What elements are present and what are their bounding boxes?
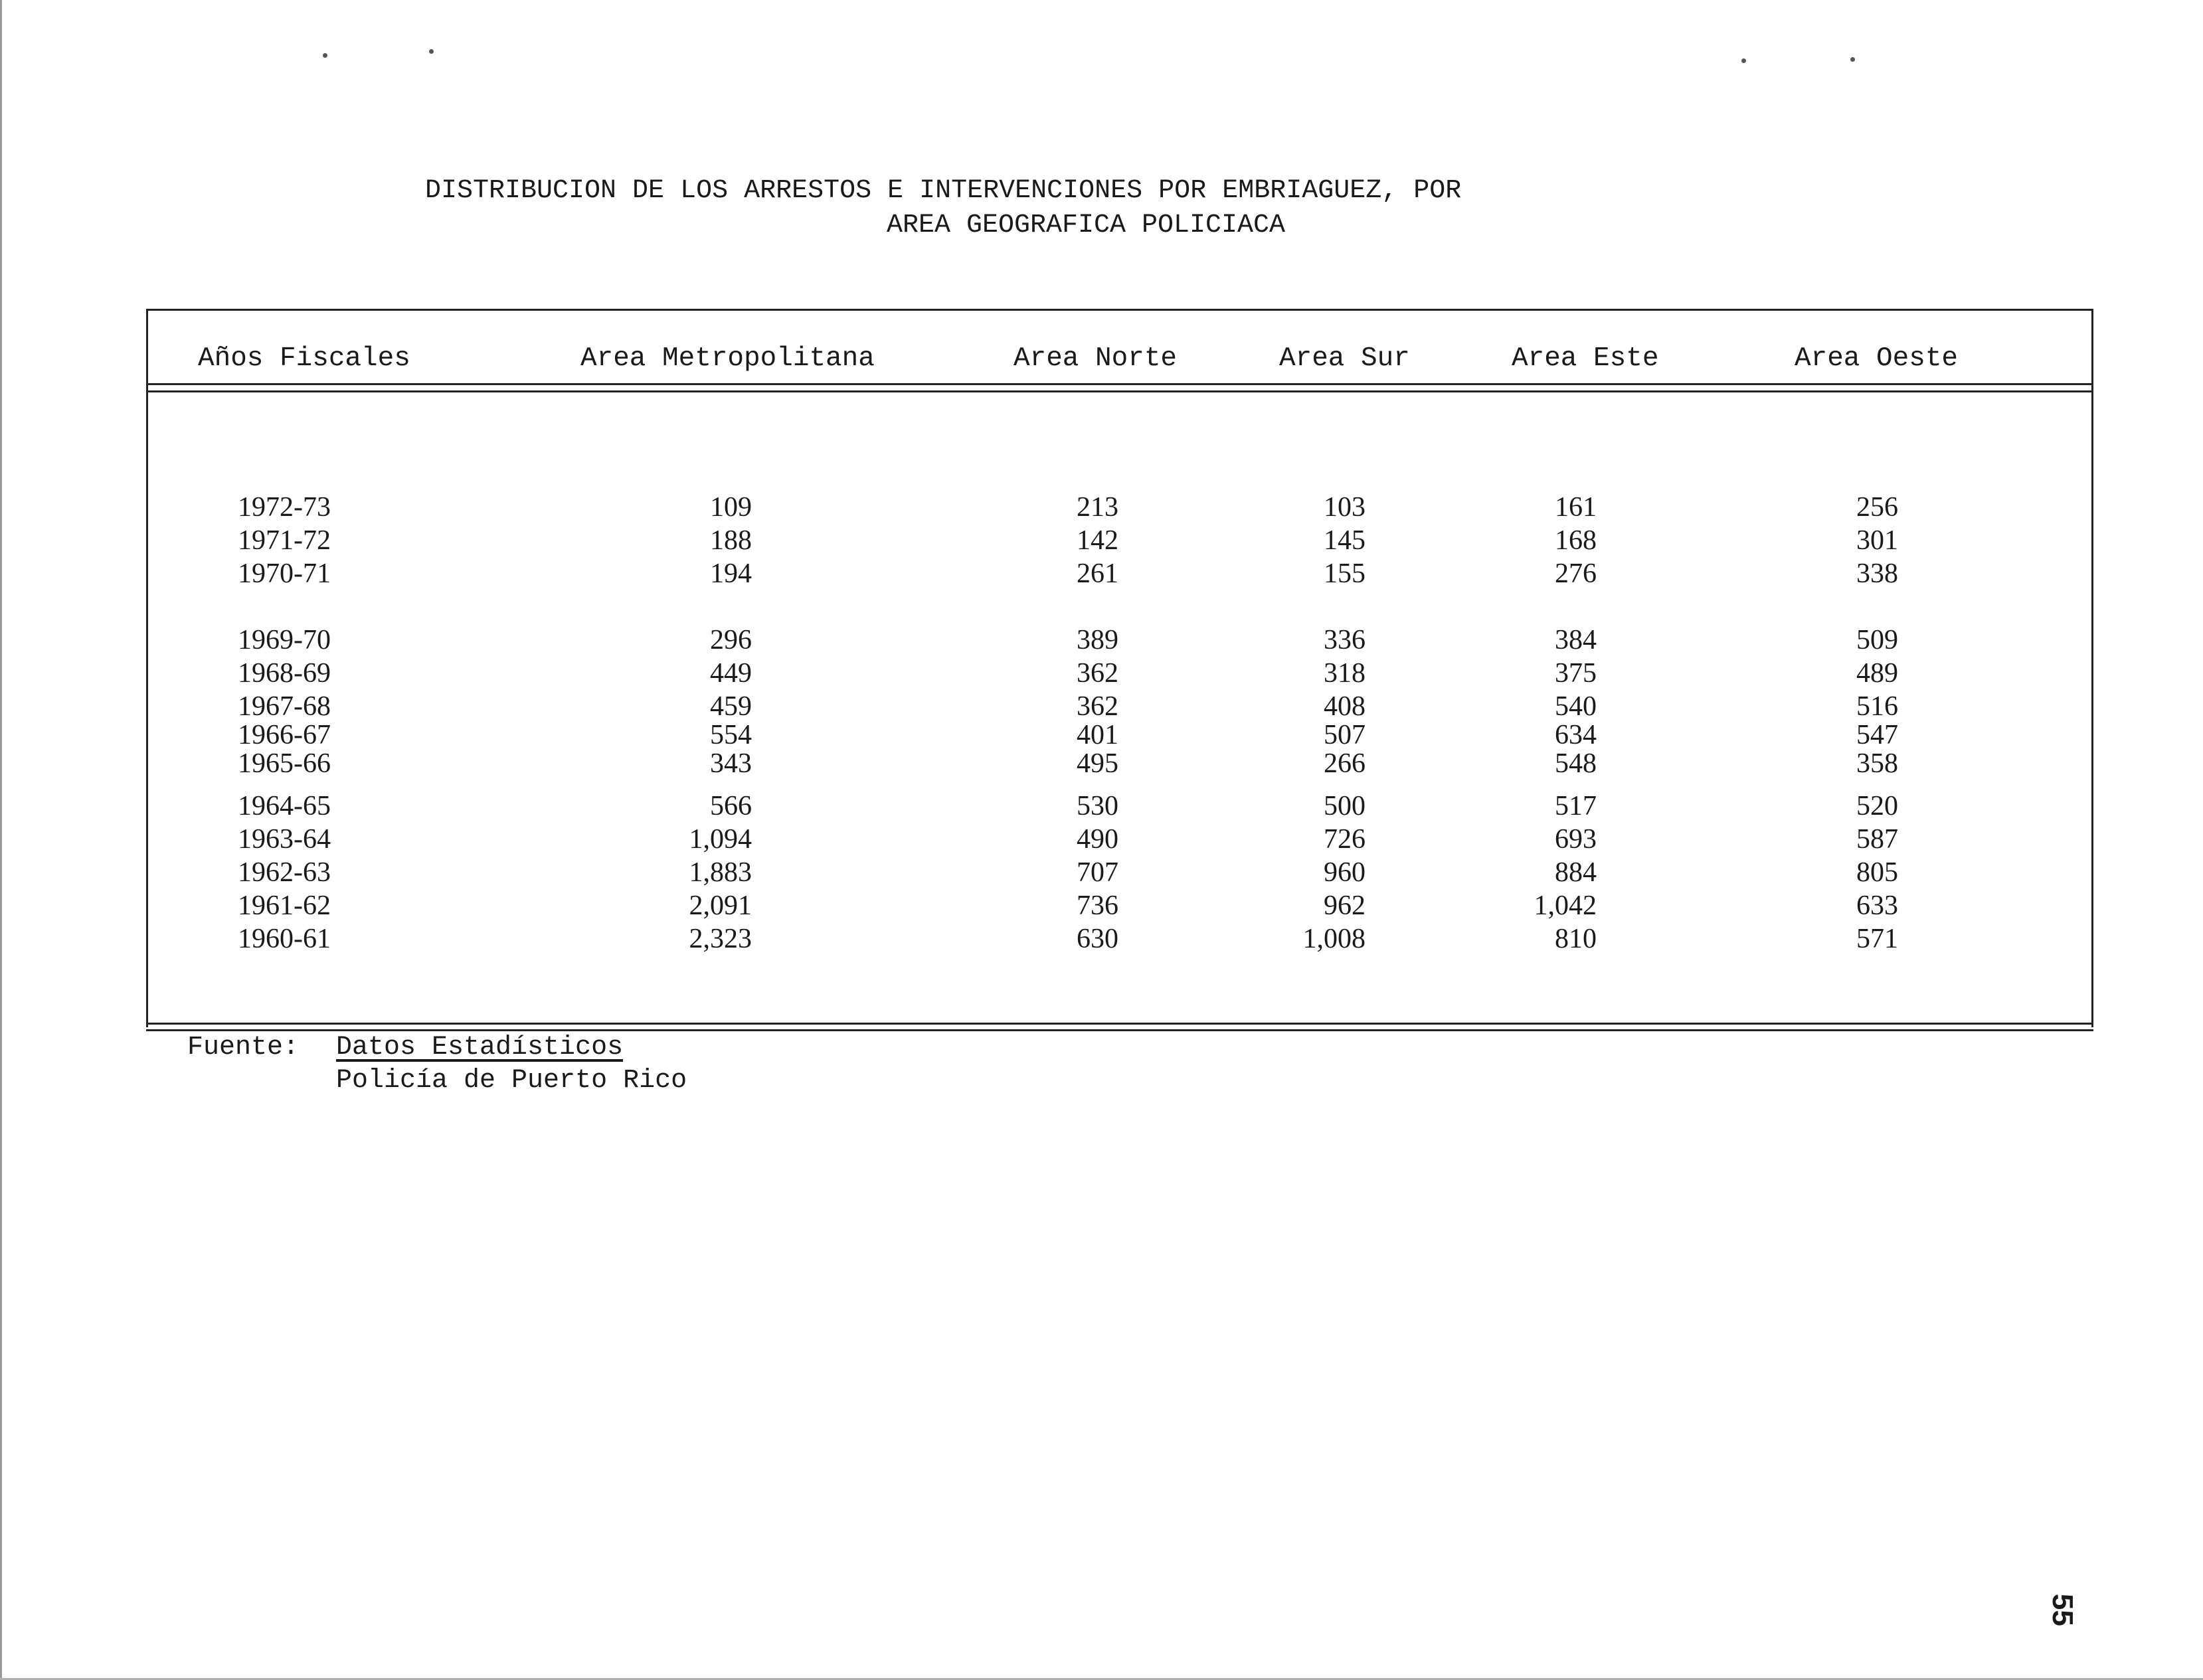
table-cell-year: 1963-64 [238, 824, 331, 855]
table-cell-metro: 1,094 [689, 824, 752, 855]
header-area-sur: Area Sur [1279, 343, 1410, 374]
table-cell-year: 1969-70 [238, 625, 331, 655]
table-cell-norte: 490 [1077, 824, 1118, 855]
table-cell-metro: 2,323 [689, 924, 752, 954]
scan-speck [429, 49, 434, 54]
scan-speck [1850, 57, 1855, 62]
table-cell-sur: 500 [1324, 791, 1366, 821]
table-cell-oeste: 301 [1856, 525, 1898, 556]
table-cell-oeste: 571 [1856, 924, 1898, 954]
table-cell-oeste: 256 [1856, 492, 1898, 523]
header-rule-upper [146, 383, 2093, 385]
table-cell-norte: 495 [1077, 748, 1118, 779]
table-cell-sur: 960 [1324, 857, 1366, 888]
table-cell-year: 1967-68 [238, 691, 331, 722]
table-cell-norte: 389 [1077, 625, 1118, 655]
table-cell-norte: 401 [1077, 720, 1118, 750]
table-cell-este: 548 [1555, 748, 1597, 779]
table-cell-sur: 336 [1324, 625, 1366, 655]
table-cell-year: 1972-73 [238, 492, 331, 523]
page-number: 55 [2046, 1594, 2079, 1626]
table-cell-este: 161 [1555, 492, 1597, 523]
scan-speck [323, 53, 327, 58]
table-cell-norte: 213 [1077, 492, 1118, 523]
source-name: Datos Estadísticos [336, 1033, 624, 1062]
table-cell-norte: 261 [1077, 558, 1118, 589]
table-cell-metro: 566 [710, 791, 752, 821]
table-cell-este: 810 [1555, 924, 1597, 954]
table-cell-norte: 142 [1077, 525, 1118, 556]
title-line-1: DISTRIBUCION DE LOS ARRESTOS E INTERVENCIONES POR EMBRIAGUEZ, POR [425, 176, 1462, 206]
table-cell-este: 540 [1555, 691, 1597, 722]
table-cell-oeste: 358 [1856, 748, 1898, 779]
bottom-rule-upper [146, 1023, 2093, 1025]
table-cell-metro: 109 [710, 492, 752, 523]
title-line-2: AREA GEOGRAFICA POLICIACA [886, 210, 1286, 240]
header-area-este: Area Este [1512, 343, 1659, 374]
table-cell-este: 693 [1555, 824, 1597, 855]
table-cell-year: 1960-61 [238, 924, 331, 954]
header-rule-lower [146, 390, 2093, 392]
table-cell-este: 884 [1555, 857, 1597, 888]
table-cell-sur: 318 [1324, 658, 1366, 689]
table-cell-year: 1966-67 [238, 720, 331, 750]
table-cell-este: 276 [1555, 558, 1597, 589]
table-cell-este: 517 [1555, 791, 1597, 821]
header-area-norte: Area Norte [1013, 343, 1178, 374]
table-cell-este: 384 [1555, 625, 1597, 655]
table-cell-metro: 194 [710, 558, 752, 589]
table-cell-oeste: 516 [1856, 691, 1898, 722]
table-cell-norte: 530 [1077, 791, 1118, 821]
table-cell-sur: 726 [1324, 824, 1366, 855]
table-cell-este: 375 [1555, 658, 1597, 689]
table-cell-sur: 1,008 [1302, 924, 1366, 954]
table-cell-sur: 408 [1324, 691, 1366, 722]
table-cell-year: 1962-63 [238, 857, 331, 888]
table-cell-norte: 630 [1077, 924, 1118, 954]
page-edge-left [0, 0, 2, 1680]
table-cell-sur: 507 [1324, 720, 1366, 750]
table-cell-sur: 103 [1324, 492, 1366, 523]
table-cell-este: 168 [1555, 525, 1597, 556]
table-cell-sur: 266 [1324, 748, 1366, 779]
table-cell-metro: 2,091 [689, 890, 752, 921]
table-cell-oeste: 633 [1856, 890, 1898, 921]
source-agency: Policía de Puerto Rico [336, 1066, 687, 1096]
table-cell-este: 634 [1555, 720, 1597, 750]
table-cell-metro: 459 [710, 691, 752, 722]
header-years: Años Fiscales [198, 343, 410, 374]
table-cell-oeste: 520 [1856, 791, 1898, 821]
table-cell-metro: 1,883 [689, 857, 752, 888]
table-cell-norte: 362 [1077, 658, 1118, 689]
table-cell-year: 1970-71 [238, 558, 331, 589]
header-area-metropolitana: Area Metropolitana [580, 343, 875, 374]
table-cell-sur: 155 [1324, 558, 1366, 589]
source-label: Fuente: [187, 1033, 300, 1062]
table-cell-norte: 736 [1077, 890, 1118, 921]
table-cell-metro: 188 [710, 525, 752, 556]
table-cell-year: 1965-66 [238, 748, 331, 779]
table-cell-oeste: 547 [1856, 720, 1898, 750]
table-cell-sur: 145 [1324, 525, 1366, 556]
page-title [0, 174, 1747, 243]
table-cell-metro: 343 [710, 748, 752, 779]
table-cell-metro: 554 [710, 720, 752, 750]
table-cell-norte: 707 [1077, 857, 1118, 888]
header-area-oeste: Area Oeste [1795, 343, 1959, 374]
table-cell-oeste: 338 [1856, 558, 1898, 589]
table-cell-year: 1964-65 [238, 791, 331, 821]
table-cell-year: 1961-62 [238, 890, 331, 921]
table-top-rule [146, 309, 2093, 311]
table-cell-oeste: 489 [1856, 658, 1898, 689]
scan-speck [1741, 58, 1746, 63]
table-cell-metro: 296 [710, 625, 752, 655]
table-cell-oeste: 805 [1856, 857, 1898, 888]
table-cell-year: 1968-69 [238, 658, 331, 689]
table-cell-norte: 362 [1077, 691, 1118, 722]
table-cell-metro: 449 [710, 658, 752, 689]
table-cell-year: 1971-72 [238, 525, 331, 556]
table-cell-oeste: 509 [1856, 625, 1898, 655]
table-cell-este: 1,042 [1534, 890, 1597, 921]
table-cell-sur: 962 [1324, 890, 1366, 921]
table-cell-oeste: 587 [1856, 824, 1898, 855]
